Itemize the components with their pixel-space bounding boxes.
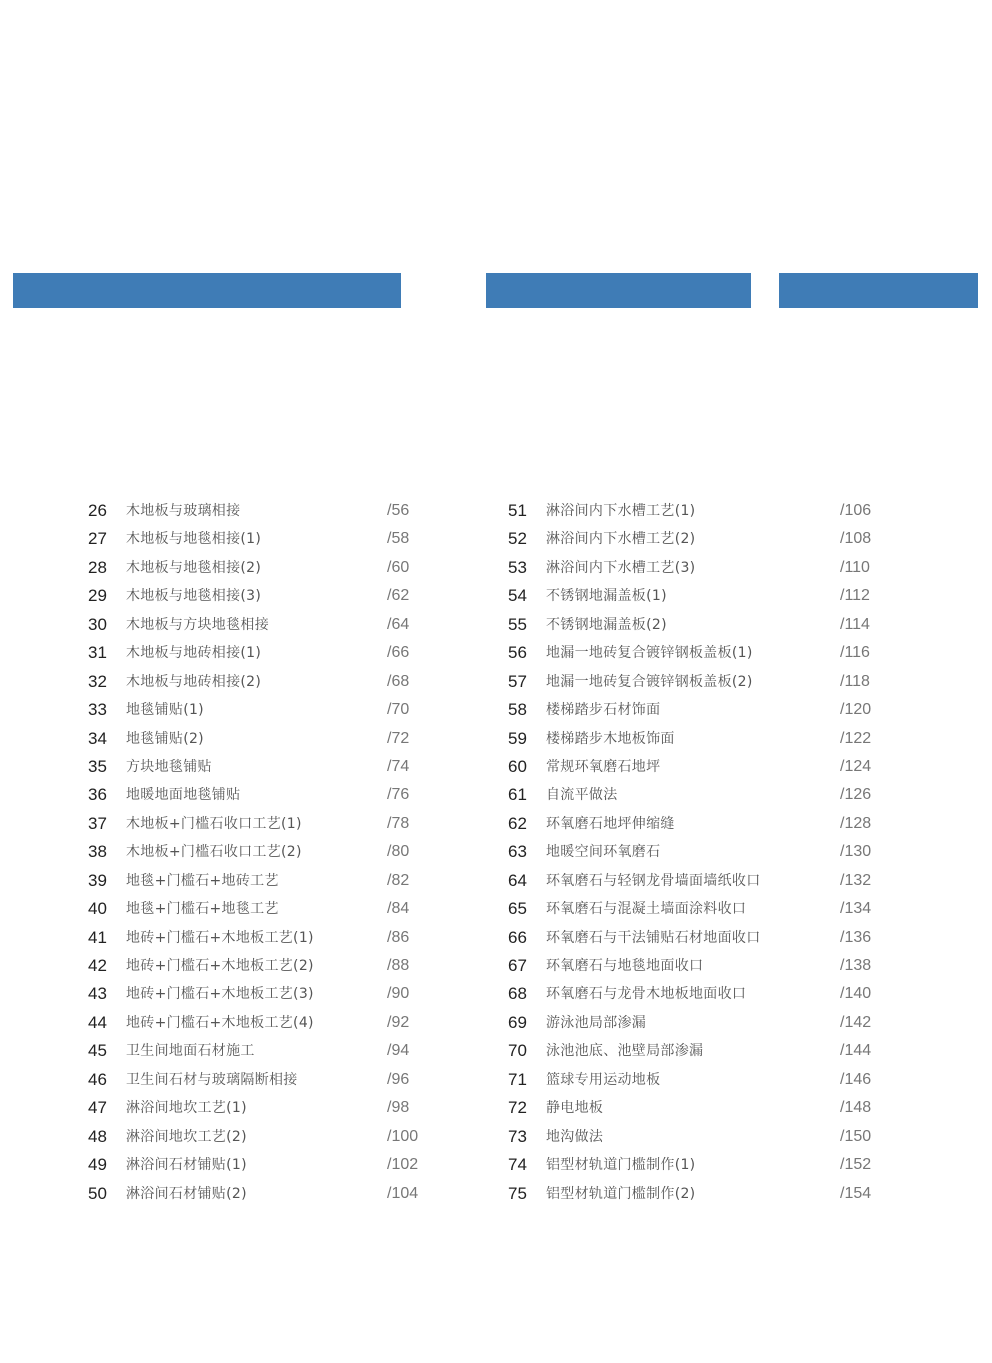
header-bar-middle	[486, 273, 751, 308]
entry-page-number: /116	[840, 644, 870, 662]
entry-number: 29	[88, 586, 107, 606]
entry-title: 自流平做法	[546, 787, 618, 804]
entry-number: 56	[508, 643, 527, 663]
entry-page-number: /94	[387, 1042, 410, 1060]
toc-entry[interactable]	[88, 668, 428, 696]
entry-page-number: /150	[840, 1127, 872, 1145]
entry-page-number: /134	[840, 900, 872, 918]
entry-number: 43	[88, 984, 107, 1004]
entry-page-number: /60	[387, 558, 410, 576]
entry-title: 楼梯踏步石材饰面	[546, 702, 661, 719]
toc-entry[interactable]	[508, 781, 880, 809]
entry-number: 31	[88, 643, 107, 663]
entry-title: 地漏一地砖复合镀锌钢板盖板(2)	[546, 673, 753, 690]
entry-number: 34	[88, 728, 107, 748]
entry-page-number: /148	[840, 1099, 872, 1117]
toc-entry[interactable]	[88, 497, 428, 525]
entry-title: 楼梯踏步木地板饰面	[546, 730, 675, 747]
entry-title: 环氧磨石与龙骨木地板地面收口	[546, 986, 747, 1003]
entry-number: 40	[88, 899, 107, 919]
entry-page-number: /74	[387, 757, 410, 775]
entry-page-number: /110	[840, 558, 870, 576]
toc-entry[interactable]	[88, 1037, 428, 1065]
toc-entry[interactable]	[508, 1009, 880, 1037]
entry-title: 地砖+门槛石+木地板工艺(4)	[126, 1014, 314, 1031]
entry-number: 63	[508, 842, 527, 862]
entry-number: 67	[508, 956, 527, 975]
entry-title: 地毯铺贴(2)	[126, 730, 204, 747]
entry-number: 37	[88, 813, 107, 833]
entry-page-number: /64	[387, 615, 410, 633]
toc-entry[interactable]	[508, 611, 880, 639]
entry-page-number: /84	[387, 900, 410, 918]
toc-entry[interactable]	[88, 554, 428, 582]
entry-title: 环氧磨石与干法铺贴石材地面收口	[546, 929, 761, 946]
toc-entry[interactable]	[88, 611, 428, 639]
toc-column-right	[508, 497, 880, 1208]
entry-number: 28	[88, 557, 107, 577]
entry-title: 淋浴间石材铺贴(2)	[126, 1185, 247, 1202]
entry-page-number: /80	[387, 843, 410, 861]
entry-title: 木地板与地毯相接(2)	[126, 559, 262, 576]
entry-title: 常规环氧磨石地坪	[546, 758, 661, 775]
entry-title: 环氧磨石与混凝土墙面涂料收口	[546, 901, 747, 918]
entry-title: 地砖+门槛石+木地板工艺(2)	[126, 958, 314, 974]
entry-title: 淋浴间内下水槽工艺(3)	[546, 559, 696, 576]
toc-entry[interactable]	[508, 1037, 880, 1065]
toc-entry[interactable]	[88, 639, 428, 667]
entry-page-number: /56	[387, 502, 410, 519]
entry-page-number: /136	[840, 928, 872, 946]
entry-number: 70	[508, 1041, 527, 1061]
entry-title: 地漏一地砖复合镀锌钢板盖板(1)	[546, 645, 753, 662]
entry-title: 不锈钢地漏盖板(2)	[546, 616, 667, 633]
entry-title: 地暖空间环氧磨石	[546, 844, 661, 861]
entry-title: 游泳池局部渗漏	[546, 1014, 647, 1031]
entry-title: 淋浴间内下水槽工艺(1)	[546, 503, 696, 519]
entry-page-number: /72	[387, 729, 410, 747]
entry-page-number: /90	[387, 985, 410, 1003]
entry-page-number: /144	[840, 1042, 872, 1060]
toc-entry[interactable]	[508, 1094, 880, 1122]
toc-entry[interactable]	[508, 639, 880, 667]
entry-page-number: /78	[387, 814, 410, 832]
entry-title: 静电地板	[546, 1100, 604, 1117]
entry-page-number: /120	[840, 701, 872, 719]
entry-number: 42	[88, 956, 107, 975]
toc-entry[interactable]	[88, 1066, 428, 1094]
entry-page-number: /70	[387, 701, 410, 719]
toc-entry[interactable]	[88, 725, 428, 753]
entry-title: 木地板与地砖相接(2)	[126, 673, 262, 690]
entry-number: 48	[88, 1126, 107, 1146]
entry-title: 方块地毯铺贴	[126, 758, 212, 775]
toc-entry[interactable]	[508, 895, 880, 923]
entry-page-number: /128	[840, 814, 872, 832]
toc-entry[interactable]	[88, 1094, 428, 1122]
toc-entry[interactable]	[508, 924, 880, 952]
entry-title: 地砖+门槛石+木地板工艺(3)	[126, 986, 314, 1003]
entry-number: 64	[508, 870, 527, 890]
entry-title: 地毯+门槛石+地砖工艺	[126, 872, 279, 889]
entry-number: 54	[508, 586, 527, 606]
entry-number: 35	[88, 756, 107, 776]
entry-title: 淋浴间石材铺贴(1)	[126, 1157, 247, 1174]
entry-number: 47	[88, 1098, 107, 1118]
entry-page-number: /104	[387, 1184, 419, 1202]
toc-entry[interactable]	[508, 810, 880, 838]
entry-title: 环氧磨石与地毯地面收口	[546, 958, 704, 974]
toc-entry[interactable]	[508, 497, 880, 525]
entry-number: 39	[88, 870, 107, 890]
toc-entry[interactable]	[508, 668, 880, 696]
entry-title: 淋浴间内下水槽工艺(2)	[546, 531, 696, 548]
entry-page-number: /108	[840, 530, 872, 548]
entry-title: 环氧磨石与轻钢龙骨墙面墙纸收口	[546, 872, 761, 889]
toc-entry[interactable]	[88, 924, 428, 952]
entry-page-number: /102	[387, 1156, 419, 1174]
entry-number: 60	[508, 756, 527, 776]
entry-title: 淋浴间地坎工艺(2)	[126, 1128, 247, 1145]
entry-title: 铝型材轨道门槛制作(1)	[546, 1157, 696, 1174]
entry-title: 地毯+门槛石+地毯工艺	[126, 901, 279, 918]
entry-number: 41	[88, 927, 107, 947]
entry-number: 33	[88, 700, 107, 720]
toc-entry[interactable]	[508, 952, 880, 980]
entry-number: 61	[508, 785, 527, 805]
header-bar-left	[13, 273, 401, 308]
entry-page-number: /62	[387, 587, 410, 605]
entry-title: 不锈钢地漏盖板(1)	[546, 588, 667, 605]
entry-number: 53	[508, 557, 527, 577]
entry-number: 58	[508, 700, 527, 720]
entry-page-number: /132	[840, 871, 872, 889]
entry-number: 59	[508, 728, 527, 748]
entry-page-number: /138	[840, 957, 872, 974]
toc-entry[interactable]	[88, 696, 428, 724]
toc-entry[interactable]	[508, 582, 880, 610]
entry-number: 66	[508, 927, 527, 947]
toc-entry[interactable]	[88, 525, 428, 553]
entry-page-number: /124	[840, 757, 872, 775]
entry-title: 地砖+门槛石+木地板工艺(1)	[126, 929, 314, 946]
entry-number: 52	[508, 529, 527, 549]
entry-number: 57	[508, 671, 527, 691]
toc-entry[interactable]	[508, 753, 880, 781]
entry-page-number: /140	[840, 985, 872, 1003]
toc-entry[interactable]	[88, 753, 428, 781]
toc-entry[interactable]	[508, 525, 880, 553]
entry-number: 36	[88, 785, 107, 805]
toc-entry[interactable]	[88, 1123, 428, 1151]
entry-number: 55	[508, 614, 527, 634]
entry-title: 地毯铺贴(1)	[126, 702, 204, 719]
entry-page-number: /126	[840, 786, 872, 804]
header-bar-right	[779, 273, 978, 308]
entry-page-number: /146	[840, 1070, 872, 1088]
entry-title: 木地板与地毯相接(3)	[126, 588, 262, 605]
toc-entry[interactable]	[508, 1151, 880, 1179]
entry-number: 71	[508, 1069, 527, 1089]
entry-title: 地沟做法	[546, 1128, 604, 1145]
entry-page-number: /154	[840, 1184, 872, 1202]
entry-title: 地暖地面地毯铺贴	[126, 787, 241, 804]
entry-number: 74	[508, 1155, 527, 1175]
toc-entry[interactable]	[88, 980, 428, 1008]
toc-entry[interactable]	[88, 895, 428, 923]
toc-entry[interactable]	[508, 725, 880, 753]
toc-entry[interactable]	[508, 1066, 880, 1094]
toc-entry[interactable]	[88, 1151, 428, 1179]
toc-column-left	[88, 497, 428, 1208]
entry-title: 木地板与方块地毯相接	[126, 616, 269, 633]
toc-entry[interactable]	[508, 1180, 880, 1208]
toc-entry[interactable]	[88, 582, 428, 610]
entry-number: 44	[88, 1012, 107, 1032]
entry-title: 木地板与地砖相接(1)	[126, 645, 262, 662]
toc-entry[interactable]	[508, 1123, 880, 1151]
entry-page-number: /68	[387, 672, 410, 690]
entry-title: 篮球专用运动地板	[546, 1071, 661, 1088]
entry-number: 27	[88, 529, 107, 549]
entry-page-number: /58	[387, 530, 410, 548]
entry-page-number: /86	[387, 928, 410, 946]
entry-number: 72	[508, 1098, 527, 1118]
entry-number: 30	[88, 614, 107, 634]
entry-page-number: /106	[840, 502, 872, 519]
entry-page-number: /130	[840, 843, 872, 861]
entry-page-number: /114	[840, 615, 870, 633]
toc-entry[interactable]	[508, 867, 880, 895]
entry-page-number: /82	[387, 871, 410, 889]
toc-entry[interactable]	[88, 867, 428, 895]
entry-number: 26	[88, 501, 107, 520]
toc-entry[interactable]	[508, 838, 880, 866]
entry-title: 木地板+门槛石收口工艺(2)	[126, 844, 302, 861]
entry-title: 淋浴间地坎工艺(1)	[126, 1100, 247, 1117]
toc-entry[interactable]	[88, 810, 428, 838]
entry-title: 铝型材轨道门槛制作(2)	[546, 1185, 696, 1202]
entry-title: 木地板与玻璃相接	[126, 503, 241, 519]
toc-entry[interactable]	[508, 554, 880, 582]
entry-number: 50	[88, 1183, 107, 1203]
entry-number: 73	[508, 1126, 527, 1146]
entry-page-number: /122	[840, 729, 872, 747]
toc-entry[interactable]	[88, 1180, 428, 1208]
toc-entry[interactable]	[88, 1009, 428, 1037]
toc-entry[interactable]	[508, 980, 880, 1008]
entry-number: 46	[88, 1069, 107, 1089]
entry-number: 32	[88, 671, 107, 691]
entry-page-number: /142	[840, 1013, 872, 1031]
entry-page-number: /92	[387, 1013, 410, 1031]
toc-entry[interactable]	[88, 952, 428, 980]
entry-page-number: /112	[840, 587, 870, 605]
toc-entry[interactable]	[508, 696, 880, 724]
entry-page-number: /100	[387, 1127, 419, 1145]
entry-number: 51	[508, 501, 527, 520]
entry-title: 木地板+门槛石收口工艺(1)	[126, 815, 302, 832]
entry-page-number: /118	[840, 672, 870, 690]
toc-entry[interactable]	[88, 838, 428, 866]
entry-number: 65	[508, 899, 527, 919]
entry-page-number: /66	[387, 644, 410, 662]
entry-number: 62	[508, 813, 527, 833]
entry-number: 68	[508, 984, 527, 1004]
entry-number: 69	[508, 1012, 527, 1032]
entry-page-number: /88	[387, 957, 410, 974]
toc-entry[interactable]	[88, 781, 428, 809]
entry-title: 泳池池底、池壁局部渗漏	[546, 1043, 704, 1060]
entry-number: 75	[508, 1183, 527, 1203]
entry-title: 木地板与地毯相接(1)	[126, 531, 262, 548]
entry-title: 卫生间石材与玻璃隔断相接	[126, 1071, 298, 1088]
entry-page-number: /96	[387, 1070, 410, 1088]
entry-page-number: /152	[840, 1156, 872, 1174]
entry-number: 49	[88, 1155, 107, 1175]
entry-title: 卫生间地面石材施工	[126, 1043, 255, 1060]
entry-page-number: /98	[387, 1099, 410, 1117]
entry-title: 环氧磨石地坪伸缩缝	[546, 815, 675, 832]
entry-number: 45	[88, 1041, 107, 1061]
entry-page-number: /76	[387, 786, 410, 804]
entry-number: 38	[88, 842, 107, 862]
